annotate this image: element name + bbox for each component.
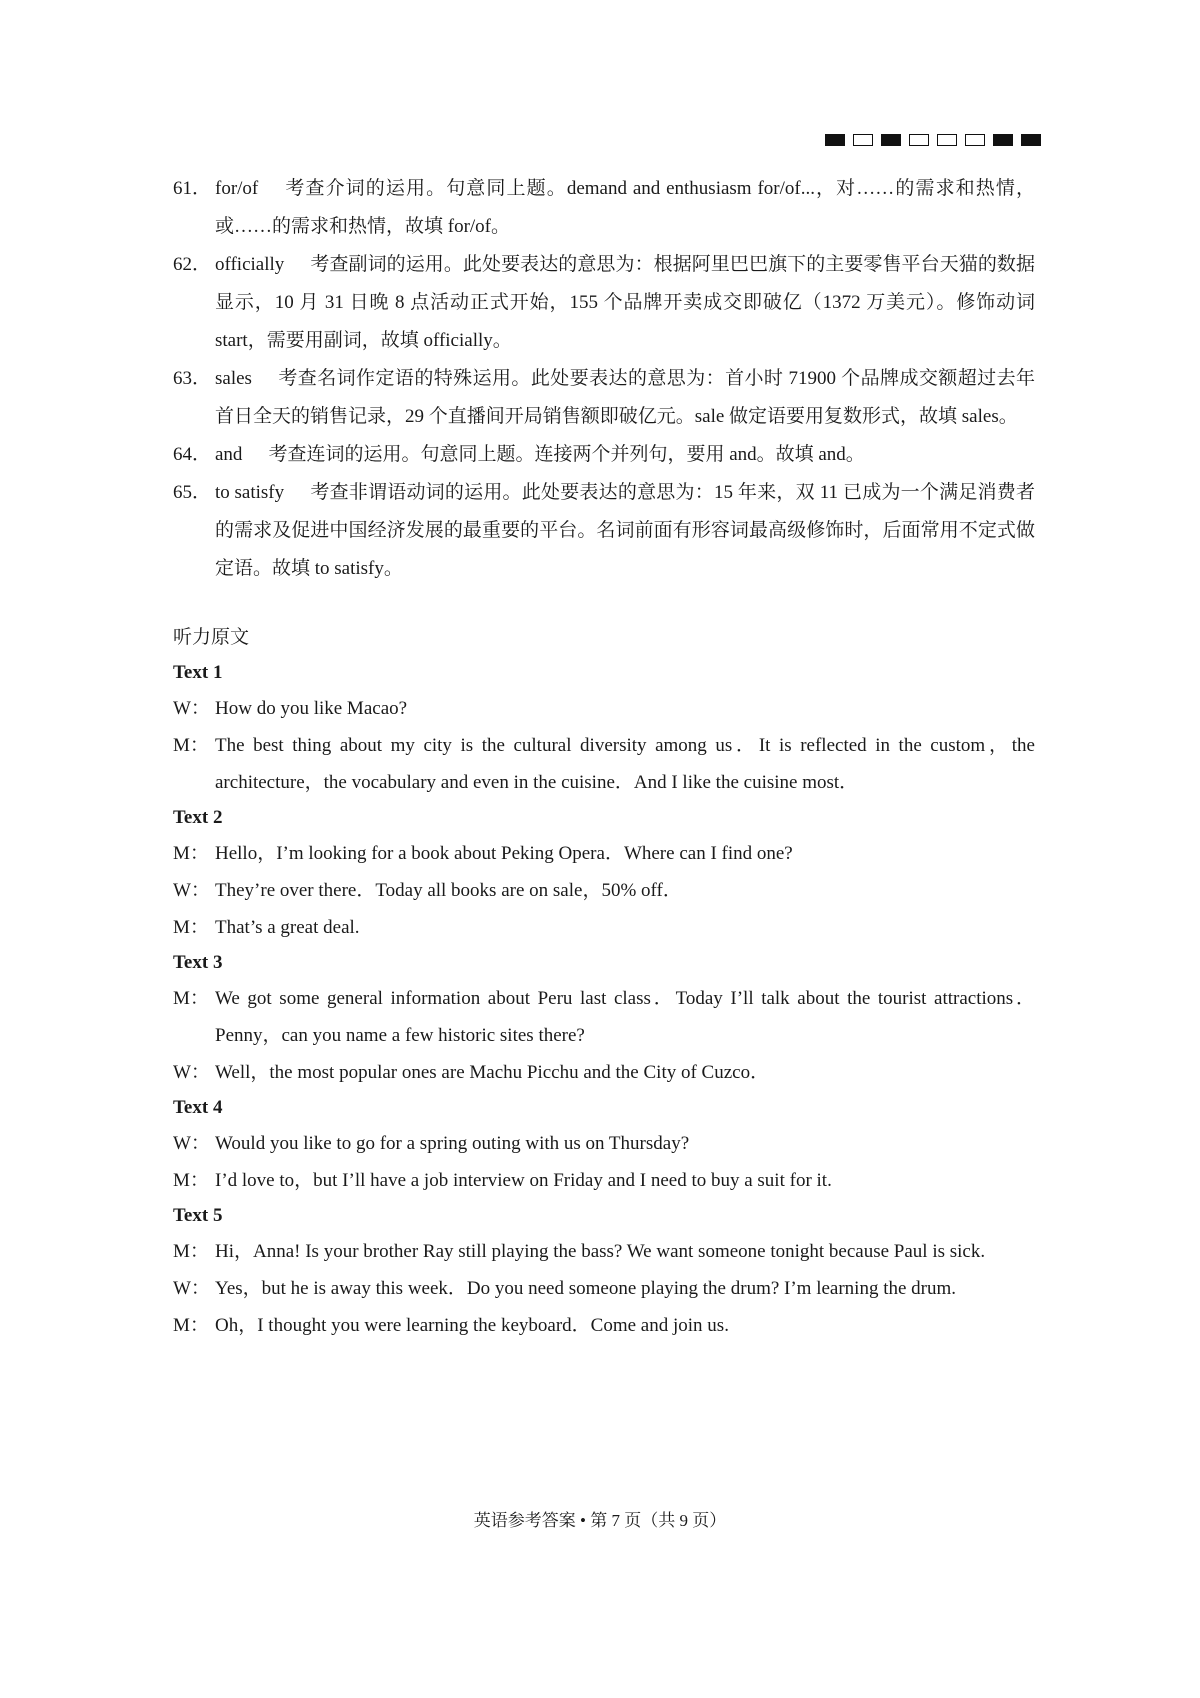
answer-item [173, 246, 1035, 360]
dialogue-line [173, 835, 1035, 872]
dialogue-line [173, 872, 1035, 909]
speaker-label: M： [173, 988, 209, 1009]
dialogue-line [173, 1233, 1035, 1270]
text-title: Text 4 [173, 1097, 223, 1118]
text-title: Text 1 [173, 662, 223, 683]
header-mark [965, 134, 985, 146]
speaker-label: M： [173, 735, 209, 756]
dialogue-text: Hello，I’m looking for a book about Peking Opera．Where can I find one? [215, 843, 793, 864]
dialogue-text: Oh，I thought you were learning the keyboard．Come and join us. [215, 1315, 729, 1336]
dialogue-text: Hi，Anna! Is your brother Ray still playing the bass? We want someone tonight because Paul is sick. [215, 1241, 986, 1262]
answer-explanation: 考查连词的运用。句意同上题。连接两个并列句，要用 and。故填 and。 [268, 444, 865, 465]
answer-item [173, 474, 1035, 588]
speaker-label: M： [173, 1315, 209, 1336]
answer-item [173, 436, 1035, 474]
text-title: Text 2 [173, 807, 223, 828]
header-mark [825, 134, 845, 146]
speaker-label: W： [173, 1278, 210, 1299]
answer-number: 61． [173, 178, 212, 199]
speaker-label: M： [173, 1241, 209, 1262]
dialogue-text: That’s a great deal. [215, 917, 360, 938]
header-marks [825, 134, 1041, 146]
listening-section-title: 听力原文 [173, 627, 250, 648]
dialogue-text: Well，the most popular ones are Machu Picchu and the City of Cuzco． [215, 1062, 770, 1083]
answer-explanation: 考查非谓语动词的运用。此处要表达的意思为：15 年来，双 11 已成为一个满足消费者的需求及促进中国经济发展的最重要的平台。名词前面有形容词最高级修饰时，后面常用不定式做定语。故填 to satisfy。 [215, 482, 1035, 579]
answer-item [173, 360, 1035, 436]
header-mark [993, 134, 1013, 146]
answer-word: and [215, 444, 243, 465]
answer-word: for/of [215, 178, 259, 199]
dialogue-text: They’re over there．Today all books are on sale，50% off． [215, 880, 682, 901]
dialogue-line [173, 1054, 1035, 1091]
answer-item [173, 170, 1035, 246]
answer-number: 62． [173, 254, 212, 275]
answer-number: 65． [173, 482, 212, 503]
text-title: Text 5 [173, 1205, 223, 1226]
dialogue-text: We got some general information about Peru last class．Today I’ll talk about the tourist attractions．Penny，can you name a few historic sites there? [215, 988, 1035, 1046]
answer-explanation: 考查名词作定语的特殊运用。此处要表达的意思为：首小时 71900 个品牌成交额超过去年首日全天的销售记录，29 个直播间开局销售额即破亿元。sale 做定语要用复数形式，故填 sales。 [215, 368, 1035, 427]
dialogue-line [173, 909, 1035, 946]
dialogue-text: The best thing about my city is the cultural diversity among us．It is reflected in the custom，the architecture，the vocabulary and even in the cuisine．And I like the cuisine most． [215, 735, 1035, 793]
answer-explanation: 考查副词的运用。此处要表达的意思为：根据阿里巴巴旗下的主要零售平台天猫的数据显示，10 月 31 日晚 8 点活动正式开始，155 个品牌开卖成交即破亿（1372 万美元）。修饰动词 start，需要用副词，故填 officially。 [215, 254, 1035, 351]
answer-number: 63． [173, 368, 212, 389]
speaker-label: M： [173, 1170, 209, 1191]
header-mark [909, 134, 929, 146]
answer-number: 64． [173, 444, 212, 465]
dialogue-text: How do you like Macao? [215, 698, 408, 719]
dialogue-text: I’d love to，but I’ll have a job interview on Friday and I need to buy a suit for it. [215, 1170, 832, 1191]
page-footer: 英语参考答案 • 第 7 页（共 9 页） [473, 1511, 727, 1530]
speaker-label: M： [173, 917, 209, 938]
dialogue-line [173, 690, 1035, 727]
dialogue-text: Yes，but he is away this week．Do you need someone playing the drum? I’m learning the drum. [215, 1278, 957, 1299]
header-mark [937, 134, 957, 146]
speaker-label: W： [173, 698, 210, 719]
dialogue-line [173, 1162, 1035, 1199]
answer-word: officially [215, 254, 285, 275]
header-mark [1021, 134, 1041, 146]
speaker-label: M： [173, 843, 209, 864]
dialogue-line [173, 727, 1035, 801]
dialogue-text: Would you like to go for a spring outing with us on Thursday? [215, 1133, 690, 1154]
dialogue-line [173, 1125, 1035, 1162]
answer-word: to satisfy [215, 482, 285, 503]
header-mark [853, 134, 873, 146]
text-title: Text 3 [173, 952, 223, 973]
page-content [173, 170, 1035, 1344]
speaker-label: W： [173, 1133, 210, 1154]
dialogue-line [173, 1270, 1035, 1307]
answer-word: sales [215, 368, 252, 389]
dialogue-line [173, 1307, 1035, 1344]
dialogue-line [173, 980, 1035, 1054]
speaker-label: W： [173, 1062, 210, 1083]
speaker-label: W： [173, 880, 210, 901]
header-mark [881, 134, 901, 146]
answer-explanation: 考查介词的运用。句意同上题。demand and enthusiasm for/of...，对……的需求和热情，或……的需求和热情，故填 for/of。 [215, 178, 1035, 237]
